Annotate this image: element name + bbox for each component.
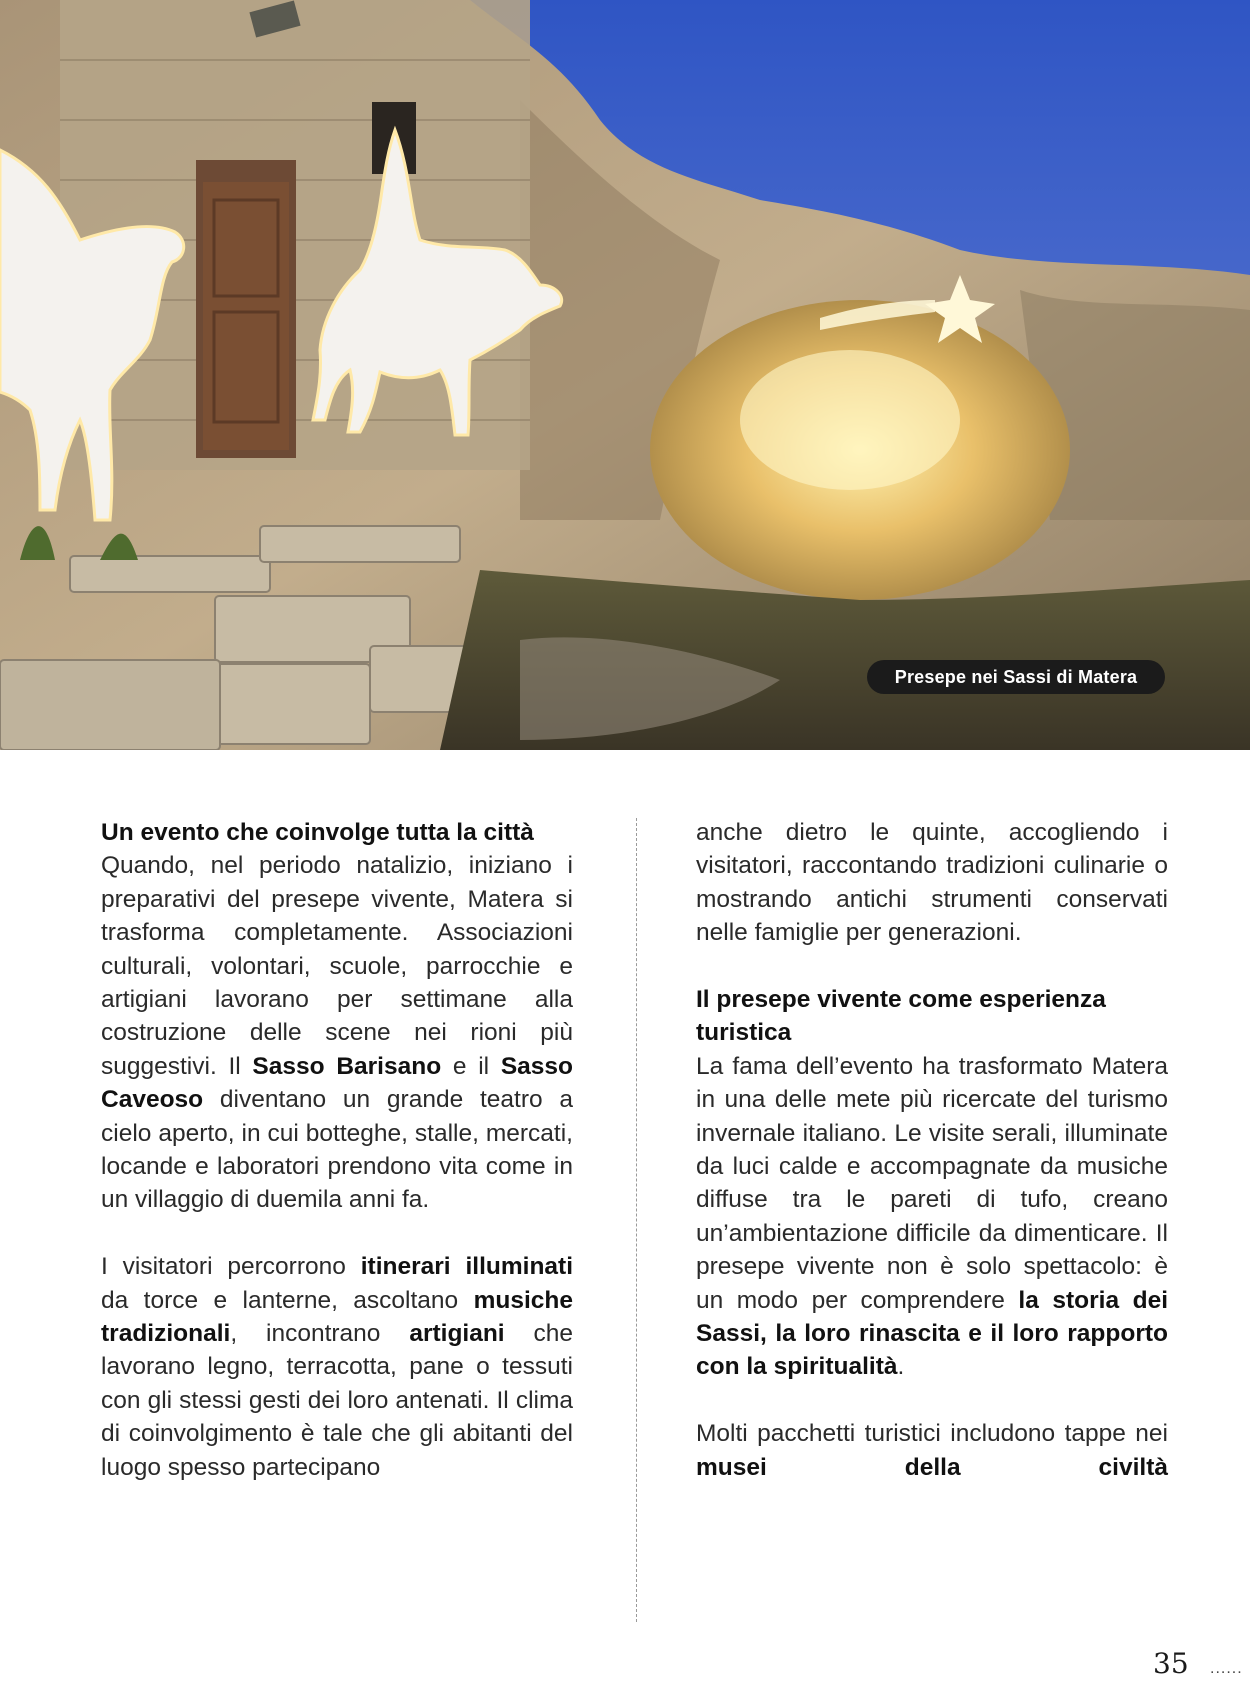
paragraph-gap: [696, 1384, 1168, 1417]
highlight-musei: musei della civiltà: [696, 1453, 1168, 1481]
left-column: [101, 816, 573, 1484]
nativity-scene-photo: [0, 0, 1250, 750]
paragraph-gap: [101, 1217, 573, 1250]
paragraph-continuation: anche dietro le quinte, accogliendo i visitatori, raccontando tradizioni culinarie o mostrando antichi strumenti conservati nelle famiglie per generazioni.: [696, 819, 1168, 947]
text-span: La fama dell’evento ha trasformato Matera in una delle mete più ricercate del turismo invernale italiano. Le visite serali, illuminate da luci calde e accompagnate da musiche diffuse tra le pareti di tufo, creano un’ambientazione difficile da dimenticare. Il presepe vivente non è solo spettacolo: è un modo per comprendere: [696, 1052, 1168, 1314]
section-heading-event: Un evento che coinvolge tutta la città: [101, 819, 534, 846]
highlight-sasso-caveoso: Sasso Caveoso: [101, 1052, 573, 1114]
text-span: che lavorano legno, terracotta, pane o tessuti con gli stessi gesti dei loro antenati. Il clima di coinvolgimento è tale che gli abitanti del luogo spesso partecipano: [101, 1320, 573, 1481]
highlight-sasso-barisano: Sasso Barisano: [252, 1052, 442, 1080]
text-span: .: [897, 1353, 905, 1381]
paragraph-fame: [696, 1050, 1168, 1384]
paragraph-preparations: [101, 849, 573, 1216]
text-span: e il: [441, 1052, 501, 1080]
photo-caption: Presepe nei Sassi di Matera: [867, 660, 1165, 694]
paragraph-visitors: [101, 1250, 573, 1484]
highlight-artigiani: artigiani: [409, 1320, 505, 1348]
highlight-musiche: musiche tradizionali: [101, 1286, 573, 1348]
page-number-dots: ......: [1210, 1660, 1243, 1677]
text-span: , incontrano: [230, 1320, 410, 1348]
page-number: 35: [1153, 1647, 1189, 1680]
text-span: Molti pacchetti turistici includono tappe nei: [696, 1420, 1168, 1448]
highlight-storia-sassi: la storia dei Sassi, la loro rinascita e il loro rapporto con la spiritualità: [696, 1286, 1169, 1381]
highlight-itinerari: itinerari illuminati: [360, 1253, 573, 1281]
paragraph-gap: [696, 950, 1168, 983]
column-divider: [636, 818, 637, 1622]
paragraph-packages: [696, 1417, 1168, 1484]
section-heading-tourism: Il presepe vivente come esperienza turistica: [696, 986, 1106, 1047]
hero-photo: [0, 0, 1250, 750]
text-span: diventano un grande teatro a cielo aperto, in cui botteghe, stalle, mercati, locande e laboratori prendono vita come in un villaggio di duemila anni fa.: [101, 1086, 573, 1214]
text-span: da torce e lanterne, ascoltano: [101, 1286, 474, 1314]
text-span: Quando, nel periodo natalizio, iniziano i preparativi del presepe vivente, Matera si trasforma completamente. Associazioni culturali, volontari, scuole, parrocchie e artigiani lavorano per settimane alla costruzione delle scene nei rioni più suggestivi. Il: [101, 852, 573, 1080]
right-column: [696, 816, 1168, 1484]
text-span: I visitatori percorrono: [101, 1253, 361, 1281]
